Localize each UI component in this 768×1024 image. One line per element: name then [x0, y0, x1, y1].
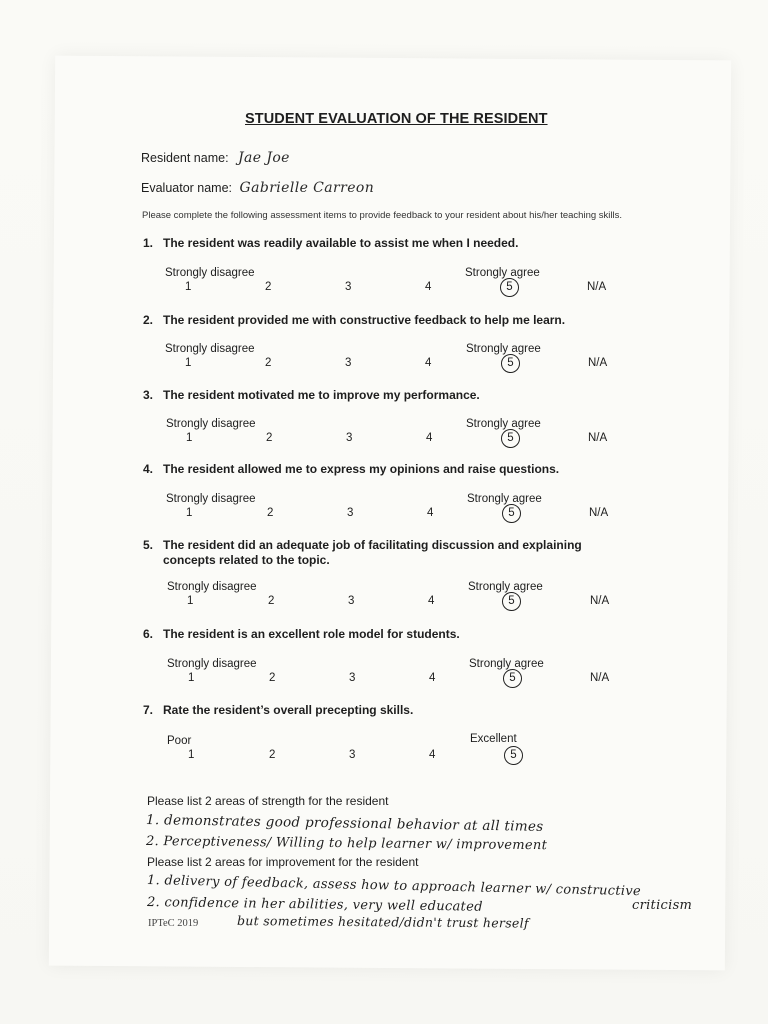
- evaluator-name-label: Evaluator name:: [141, 181, 233, 195]
- rating-scale: [143, 343, 623, 383]
- scale-low-label: Strongly disagree: [165, 343, 255, 355]
- scale-high-label: Strongly agree: [469, 658, 544, 670]
- scale-option-2[interactable]: 2: [269, 672, 276, 684]
- scale-low-label: Poor: [167, 735, 192, 747]
- scale-high-label: Strongly agree: [466, 418, 541, 430]
- scale-option-4[interactable]: 4: [429, 749, 436, 761]
- scale-option-5-selected[interactable]: 5: [502, 504, 521, 523]
- rating-scale: [143, 493, 623, 533]
- rating-scale: [143, 418, 623, 458]
- scale-option-2[interactable]: 2: [267, 507, 274, 519]
- question-text-continued: concepts related to the topic.: [163, 553, 330, 567]
- instructions-text: Please complete the following assessment items to provide feedback to your resident about his/her teaching skills.: [142, 210, 623, 221]
- strength-item-2: 2. Perceptiveness/ Willing to help learner w/ improvement: [145, 834, 548, 854]
- scale-low-label: Strongly disagree: [165, 267, 255, 279]
- scale-option-3[interactable]: 3: [348, 595, 355, 607]
- improvement-item-2: 2. confidence in her abilities, very well educated: [146, 895, 483, 915]
- question-number: 6.: [143, 627, 154, 641]
- scale-option-3[interactable]: 3: [347, 507, 354, 519]
- improvement-item-1-continued: criticism: [632, 898, 693, 913]
- evaluator-name-value: Gabrielle Carreon: [239, 180, 375, 196]
- scale-option-2[interactable]: 2: [266, 432, 273, 444]
- scale-option-3[interactable]: 3: [345, 281, 352, 293]
- question-7: [143, 703, 623, 775]
- scale-option-3[interactable]: 3: [349, 749, 356, 761]
- improvement-item-1: 1. delivery of feedback, assess how to approach learner w/ constructive: [146, 873, 642, 900]
- question-3: [143, 388, 623, 458]
- rating-scale: [143, 735, 623, 775]
- rating-scale: [143, 581, 623, 621]
- question-text: The resident motivated me to improve my performance.: [163, 388, 480, 402]
- scale-low-label: Strongly disagree: [167, 658, 257, 670]
- question-5: [143, 538, 623, 621]
- question-4: [143, 462, 623, 533]
- scale-option-2[interactable]: 2: [265, 281, 272, 293]
- scale-option-na[interactable]: N/A: [590, 672, 610, 684]
- question-text: The resident allowed me to express my opinions and raise questions.: [163, 462, 560, 476]
- scale-high-label: Strongly agree: [467, 493, 542, 505]
- scale-high-label: Strongly agree: [466, 343, 541, 355]
- scale-high-label: Strongly agree: [468, 581, 543, 593]
- scale-option-na[interactable]: N/A: [588, 432, 608, 444]
- question-text: The resident provided me with constructive feedback to help me learn.: [163, 313, 566, 327]
- scale-option-4[interactable]: 4: [426, 432, 433, 444]
- question-number: 5.: [143, 538, 154, 552]
- scale-option-1[interactable]: 1: [188, 672, 195, 684]
- question-text: The resident did an adequate job of facilitating discussion and explaining: [163, 538, 582, 552]
- question-number: 4.: [143, 462, 154, 476]
- scale-option-3[interactable]: 3: [346, 432, 353, 444]
- scale-option-1[interactable]: 1: [187, 595, 194, 607]
- strength-item-1: 1. demonstrates good professional behavior at all times: [145, 812, 544, 835]
- resident-name-field: [141, 150, 290, 166]
- question-2: [143, 313, 623, 383]
- scale-option-1[interactable]: 1: [186, 432, 193, 444]
- scale-option-na[interactable]: N/A: [587, 281, 607, 293]
- scale-option-na[interactable]: N/A: [588, 357, 608, 369]
- question-number: 7.: [143, 703, 154, 717]
- scale-high-label: Strongly agree: [465, 267, 540, 279]
- evaluator-name-field: [141, 180, 374, 196]
- question-number: 3.: [143, 388, 154, 402]
- scale-option-5-selected[interactable]: 5: [500, 278, 519, 297]
- scale-low-label: Strongly disagree: [166, 493, 256, 505]
- question-text: Rate the resident’s overall precepting skills.: [163, 703, 414, 717]
- scale-option-2[interactable]: 2: [269, 749, 276, 761]
- scale-option-4[interactable]: 4: [428, 595, 435, 607]
- scale-option-2[interactable]: 2: [265, 357, 272, 369]
- scale-option-4[interactable]: 4: [425, 281, 432, 293]
- footer-text: IPTeC 2019: [148, 918, 199, 929]
- scale-option-5-selected[interactable]: 5: [503, 669, 522, 688]
- scale-option-3[interactable]: 3: [345, 357, 352, 369]
- scale-option-5-selected[interactable]: 5: [501, 354, 520, 373]
- scale-high-label: Excellent: [470, 733, 517, 745]
- scale-option-5-selected[interactable]: 5: [504, 746, 523, 765]
- scale-option-4[interactable]: 4: [425, 357, 432, 369]
- question-number: 2.: [143, 313, 154, 327]
- question-text: The resident was readily available to assist me when I needed.: [163, 236, 519, 250]
- strengths-label: Please list 2 areas of strength for the resident: [147, 794, 389, 808]
- scale-option-5-selected[interactable]: 5: [502, 592, 521, 611]
- scale-option-1[interactable]: 1: [188, 749, 195, 761]
- question-1: [143, 236, 623, 307]
- rating-scale: [143, 267, 623, 307]
- scale-option-1[interactable]: 1: [185, 281, 192, 293]
- resident-name-label: Resident name:: [141, 151, 229, 165]
- rating-scale: [143, 658, 623, 698]
- question-text: The resident is an excellent role model for students.: [163, 627, 460, 641]
- scale-low-label: Strongly disagree: [166, 418, 256, 430]
- scale-option-4[interactable]: 4: [429, 672, 436, 684]
- scale-option-3[interactable]: 3: [349, 672, 356, 684]
- resident-name-value: Jae Joe: [238, 150, 290, 166]
- improvements-label: Please list 2 areas for improvement for the resident: [147, 855, 419, 869]
- scale-option-4[interactable]: 4: [427, 507, 434, 519]
- improvement-item-2-continued: but sometimes hesitated/didn't trust herself: [236, 913, 529, 931]
- scale-option-na[interactable]: N/A: [590, 595, 610, 607]
- scale-option-2[interactable]: 2: [268, 595, 275, 607]
- scale-option-1[interactable]: 1: [186, 507, 193, 519]
- scale-option-5-selected[interactable]: 5: [501, 429, 520, 448]
- scale-low-label: Strongly disagree: [167, 581, 257, 593]
- scale-option-na[interactable]: N/A: [589, 507, 609, 519]
- question-6: [143, 627, 623, 698]
- question-number: 1.: [143, 236, 154, 250]
- scale-option-1[interactable]: 1: [185, 357, 192, 369]
- page-title: STUDENT EVALUATION OF THE RESIDENT: [245, 111, 548, 127]
